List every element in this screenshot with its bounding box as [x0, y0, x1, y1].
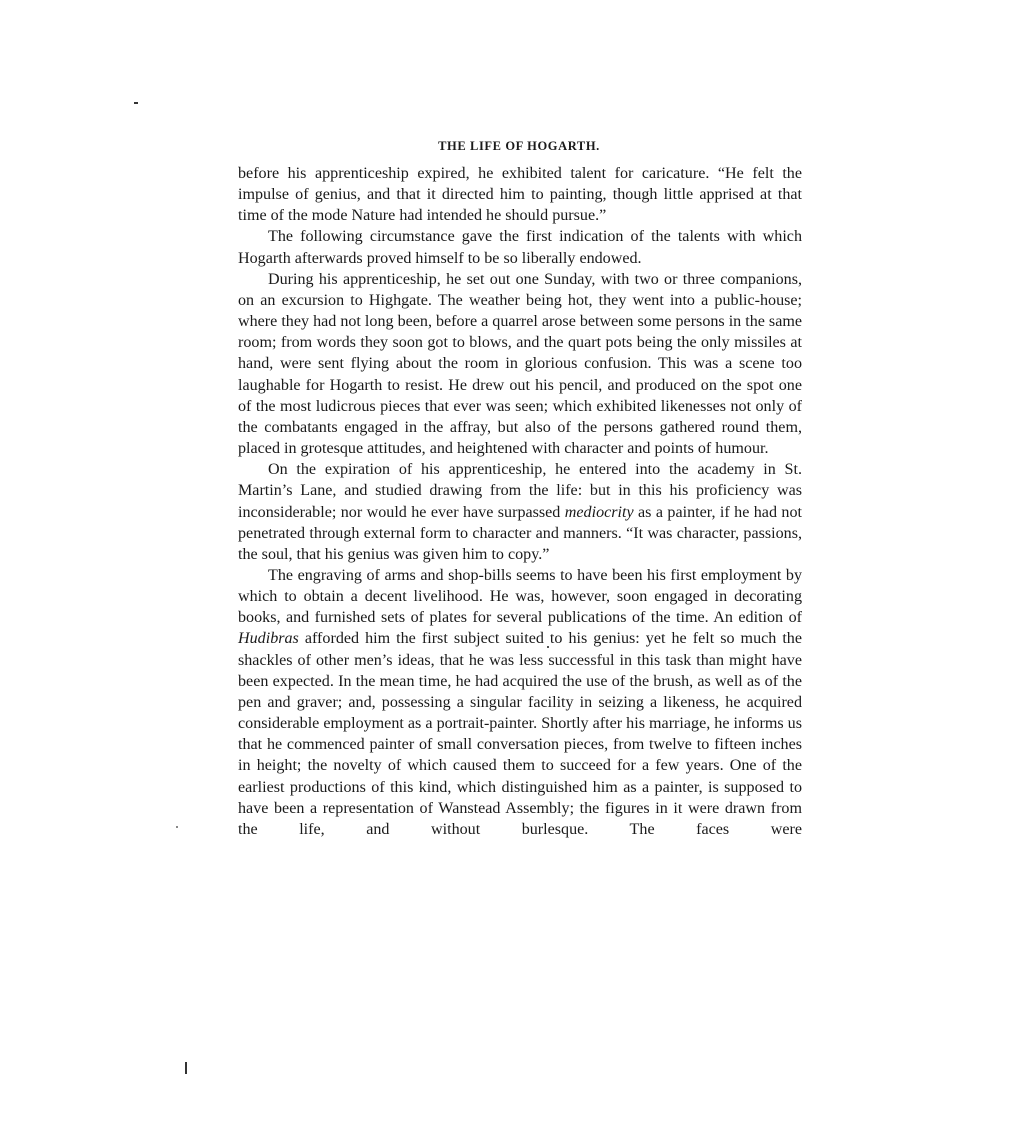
paragraph-5 — [238, 565, 802, 840]
paragraph-2: The following circumstance gave the first indication of the talents with which Hogarth afterwards proved himself to be so liberally endowed. — [238, 228, 802, 267]
scan-speck — [176, 826, 178, 828]
paragraph-5-text-a: The engraving of arms and shop-bills seems to have been his first employment by which to obtain a decent livelihood. He was, however, soon engaged in decorating books, and furnished sets of plates for several publications of the time. An edition of — [238, 566, 802, 627]
paragraph-4-text-b: as a painter, if he had not penetrated through external form to character and manners. “It was character, passions, the soul, that his genius was given him to copy.” — [238, 503, 802, 563]
paragraph-1: before his apprenticeship expired, he exhibited talent for caricature. “He felt the impulse of genius, and that it directed him to painting, though little apprised at that time of the mode Nature had intended he should pursue.” — [238, 165, 802, 225]
paragraph-4 — [238, 459, 802, 565]
paragraph-5-text-b: afforded him the first subject suited to his genius: yet he felt so much the shackles of other men’s ideas, that he was less successful in this task than might have been expected. In the mean time, he had acquired the use of the brush, as well as of the pen and graver; and, possessing a singular facility in seizing a likeness, he acquired considerable employment as a portrait-painter. Shortly after his marriage, he informs us that he commenced painter of small conversation pieces, from twelve to fifteen inches in height; the novelty of which caused them to succeed for a few years. One of the earliest productions of this kind, which distinguished him as a painter, is supposed to have been a representation of Wanstead Assembly; the figures in it were drawn from the life, and without burlesque. The faces were — [238, 630, 802, 838]
body-text — [238, 163, 802, 840]
running-title: THE LIFE OF HOGARTH. — [438, 139, 600, 153]
scan-speck — [185, 1062, 187, 1074]
scan-speck — [134, 102, 138, 104]
paragraph-3: During his apprenticeship, he set out one Sunday, with two or three companions, on an excursion to Highgate. The weather being hot, they went into a public-house; where they had not long been, before a quarrel arose between some persons in the same room; from words they soon got to blows, and the quart pots being the only missiles at hand, were sent flying about the room in glorious confusion. This was a scene too laughable for Hogarth to resist. He drew out his pencil, and produced on the spot one of the most ludicrous pieces that ever was seen; which exhibited likenesses not only of the combatants engaged in the affray, but also of the persons gathered round them, placed in grotesque attitudes, and heightened with character and points of humour. — [238, 270, 802, 458]
paragraph-5-italic: Hudibras — [238, 630, 299, 648]
paragraph-4-text-a: On the expiration of his apprenticeship, he entered into the academy in St. Martin’s Lane, and studied drawing from the life: but in this his proficiency was inconsiderable; nor would he ever have surpassed — [238, 461, 802, 521]
paragraph-4-italic: mediocrity — [564, 503, 634, 521]
